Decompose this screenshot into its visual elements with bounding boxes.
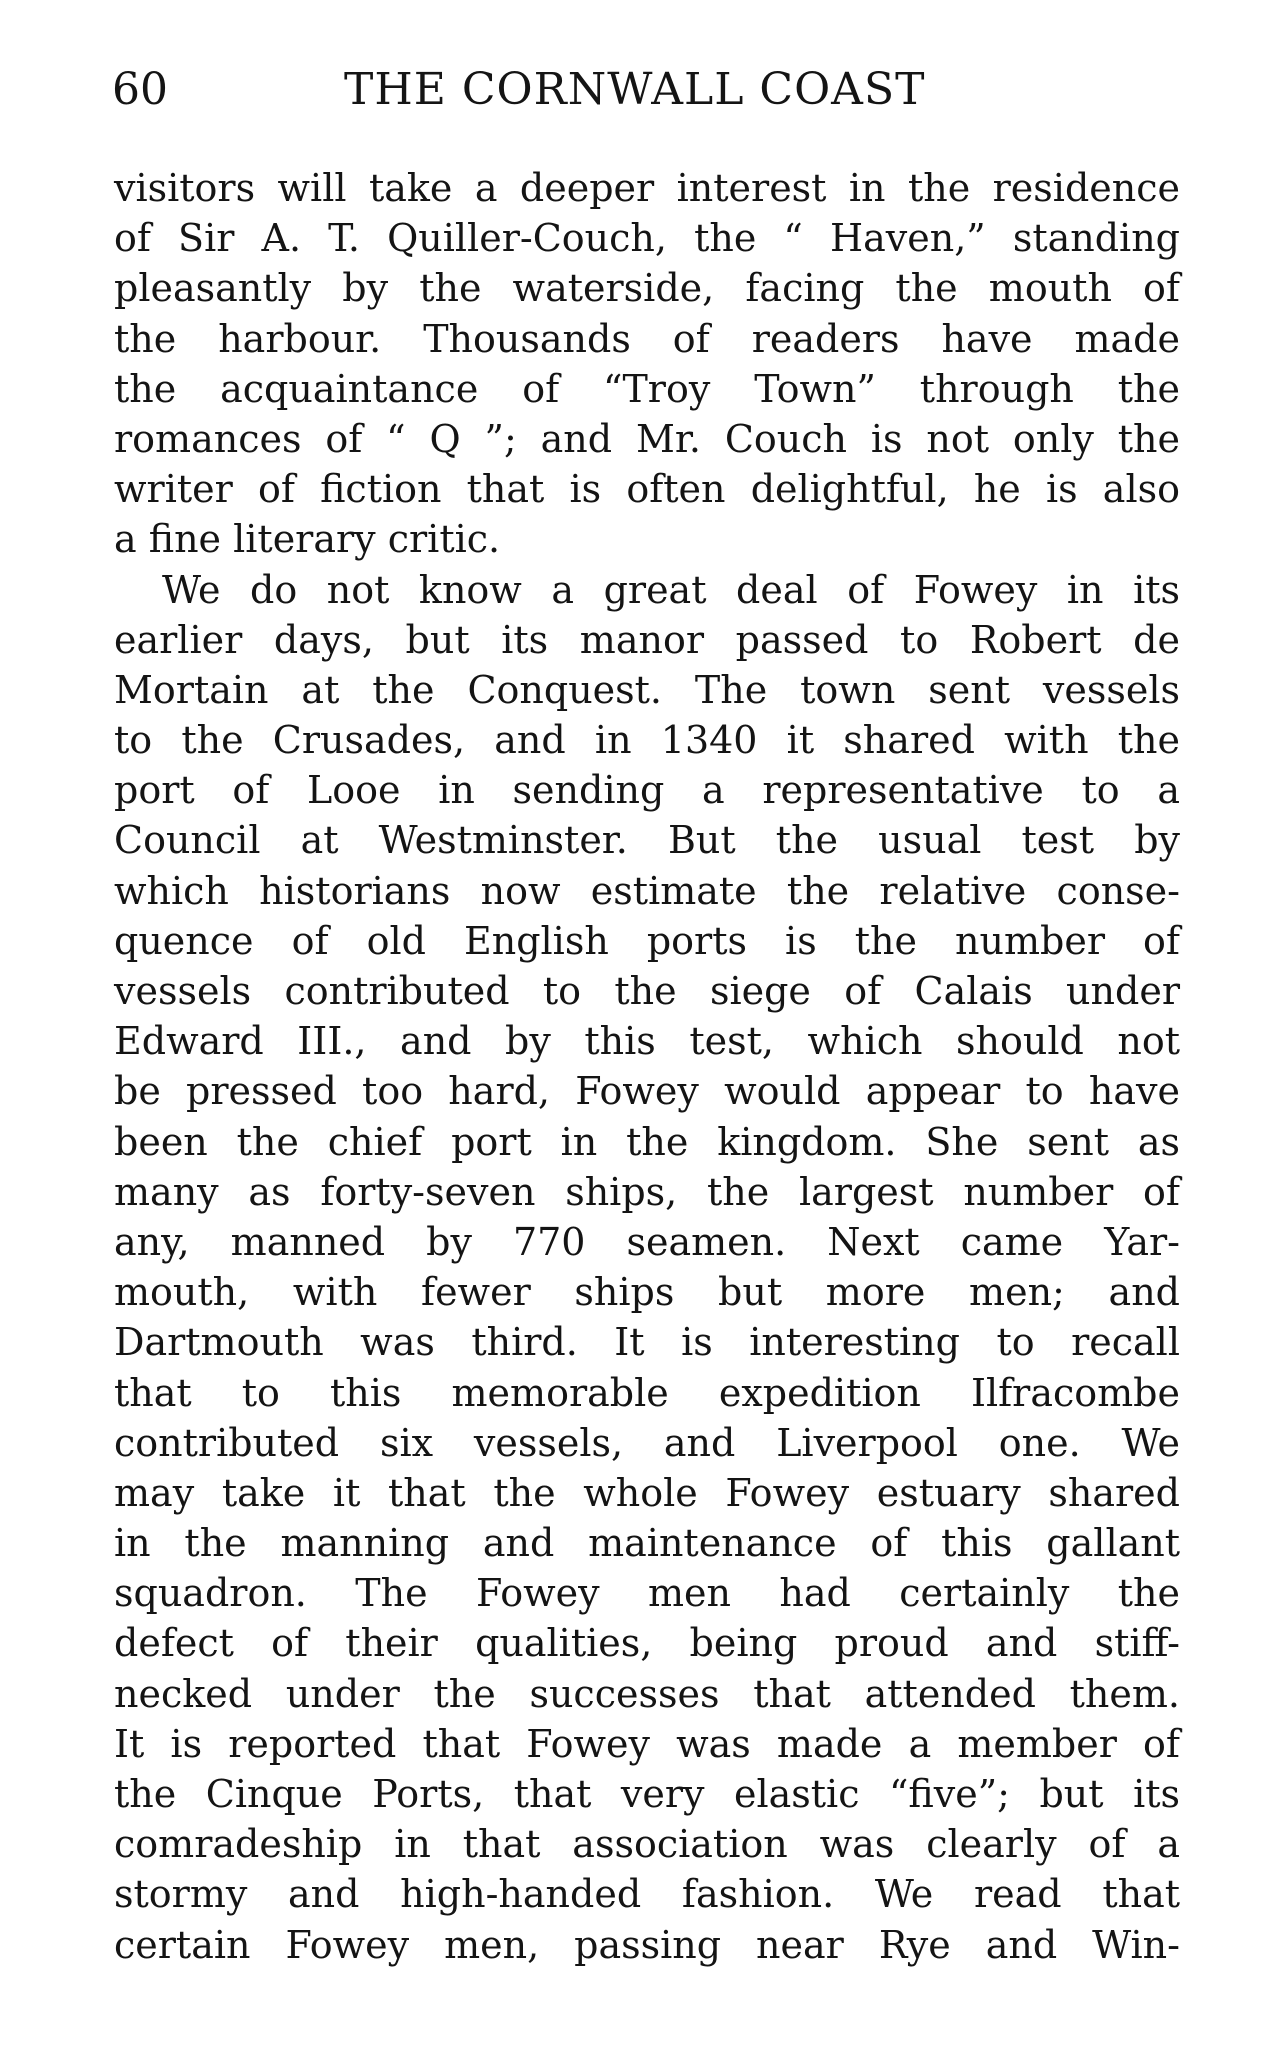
paragraph-2 xyxy=(114,565,1180,1970)
text-line: may take it that the whole Fowey estuary shared xyxy=(114,1470,1180,1515)
text-line: mouth, with fewer ships but more men; and xyxy=(114,1270,1180,1315)
text-line: a fine literary critic. xyxy=(114,517,501,562)
text-line: quence of old English ports is the number of xyxy=(114,918,1180,963)
text-line: the harbour. Thousands of readers have made xyxy=(114,316,1180,361)
text-line: stormy and high-handed fashion. We read that xyxy=(114,1872,1180,1917)
text-line: that to this memorable expedition Ilfracombe xyxy=(114,1370,1180,1415)
text-line: defect of their qualities, being proud and stiff- xyxy=(114,1621,1180,1666)
text-line: Council at Westminster. But the usual test by xyxy=(114,818,1180,863)
text-line: to the Crusades, and in 1340 it shared with the xyxy=(114,718,1180,763)
text-line: squadron. The Fowey men had certainly the xyxy=(114,1571,1180,1616)
text-line: writer of fiction that is often delightful, he is also xyxy=(114,467,1180,512)
running-head xyxy=(112,60,1182,120)
text-line: earlier days, but its manor passed to Robert de xyxy=(114,617,1180,662)
text-line: the acquaintance of “Troy Town” through the xyxy=(114,366,1180,411)
text-line: It is reported that Fowey was made a member of xyxy=(114,1721,1180,1766)
body-text xyxy=(114,163,1180,1970)
page-number: 60 xyxy=(112,64,168,115)
text-line: port of Looe in sending a representative to a xyxy=(114,768,1180,813)
text-line: which historians now estimate the relative conse- xyxy=(114,868,1180,913)
text-line: romances of “ Q ”; and Mr. Couch is not only the xyxy=(114,416,1180,461)
text-line: many as forty-seven ships, the largest number of xyxy=(114,1169,1180,1214)
text-line: We do not know a great deal of Fowey in its xyxy=(162,567,1180,612)
text-line: of Sir A. T. Quiller-Couch, the “ Haven,” standing xyxy=(114,216,1180,261)
text-line: in the manning and maintenance of this gallant xyxy=(114,1521,1180,1566)
paragraph-1 xyxy=(114,163,1180,565)
text-line: comradeship in that association was clearly of a xyxy=(114,1822,1180,1867)
text-line: be pressed too hard, Fowey would appear to have xyxy=(114,1069,1180,1114)
text-line: necked under the successes that attended them. xyxy=(114,1671,1180,1716)
text-line: pleasantly by the waterside, facing the mouth of xyxy=(114,266,1180,311)
text-line: the Cinque Ports, that very elastic “five”; but its xyxy=(114,1772,1180,1816)
text-line: contributed six vessels, and Liverpool one. We xyxy=(114,1420,1180,1465)
text-line: any, manned by 770 seamen. Next came Yar- xyxy=(114,1219,1180,1264)
text-line: certain Fowey men, passing near Rye and Win- xyxy=(114,1922,1180,1967)
text-line: Mortain at the Conquest. The town sent vessels xyxy=(114,667,1180,712)
running-title: THE CORNWALL COAST xyxy=(344,64,926,115)
text-line: visitors will take a deeper interest in the residence xyxy=(114,166,1180,210)
text-line: been the chief port in the kingdom. She sent as xyxy=(114,1119,1180,1164)
text-line: Dartmouth was third. It is interesting to recall xyxy=(114,1320,1180,1365)
text-line: vessels contributed to the siege of Calais under xyxy=(114,969,1180,1013)
text-line: Edward III., and by this test, which should not xyxy=(114,1019,1180,1064)
